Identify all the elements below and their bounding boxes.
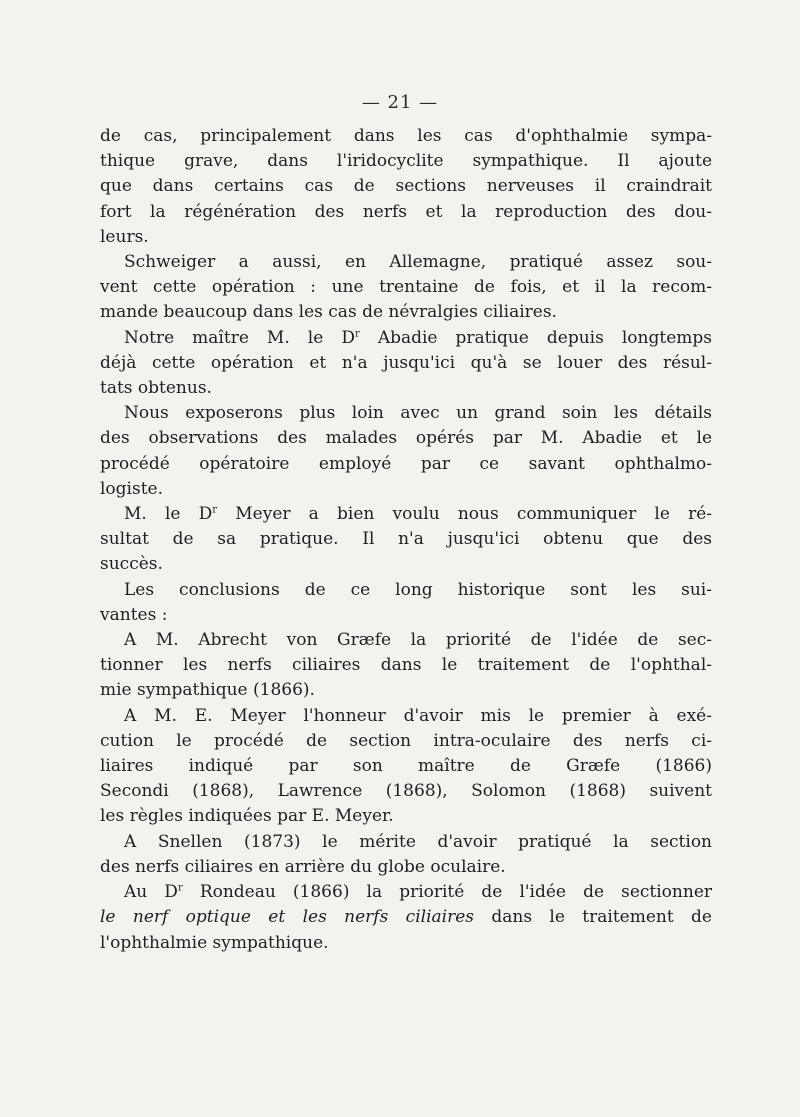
text-line: mande beaucoup dans les cas de névralgies ciliaires. <box>100 302 557 323</box>
text-line: leurs. <box>100 226 149 247</box>
paragraph-4 <box>100 401 712 502</box>
text-line: cution le procédé de section intra-oculaire des nerfs ci- <box>100 730 712 751</box>
text-line: Nous exposerons plus loin avec un grand soin les détails <box>124 403 712 424</box>
body-text <box>100 124 712 956</box>
text-line: A M. Abrecht von Græfe la priorité de l'idée de sec- <box>124 630 712 651</box>
text-line: le nerf optique et les nerfs ciliaires dans le traitement de <box>100 907 712 928</box>
text-line: M. le $D^r$ Meyer a bien voulu nous communiquer le ré- <box>124 504 713 525</box>
text-line: des observations des malades opérés par M. Abadie et le <box>100 428 712 449</box>
text-line: déjà cette opération et n'a jusqu'ici qu'à se louer des résul- <box>100 352 712 373</box>
text-line: logiste. <box>100 478 164 499</box>
text-line: les règles indiquées par E. Meyer. <box>100 806 394 827</box>
text-line: sultat de sa pratique. Il n'a jusqu'ici obtenu que des <box>100 529 712 550</box>
text-line: thique grave, dans l'iridocyclite sympathique. Il ajoute <box>100 151 712 172</box>
text-line: des nerfs ciliaires en arrière du globe oculaire. <box>100 856 506 877</box>
text-line: fort la régénération des nerfs et la reproduction des dou- <box>100 201 712 222</box>
text-line: de cas, principalement dans les cas d'ophthalmie sympa- <box>100 126 712 146</box>
text-line: Au $D^r$ Rondeau (1866) la priorité de l'idée de sectionner <box>124 882 713 903</box>
paragraph-5 <box>100 502 712 578</box>
paragraph-3 <box>100 326 712 402</box>
text-line: Secondi (1868), Lawrence (1868), Solomon (1868) suivent <box>100 781 712 802</box>
text-line: A M. E. Meyer l'honneur d'avoir mis le premier à exé- <box>124 705 712 726</box>
paragraph-9 <box>100 830 712 880</box>
paragraph-10 <box>100 880 712 956</box>
paragraph-2 <box>100 250 712 326</box>
text-line: tats obtenus. <box>100 378 212 399</box>
paragraph-7 <box>100 628 712 704</box>
text-line: vantes : <box>100 604 168 625</box>
text-line: Notre maître M. le $D^r$ Abadie pratique depuis longtemps <box>124 327 712 348</box>
text-line: mie sympathique (1866). <box>100 680 315 701</box>
text-line: tionner les nerfs ciliaires dans le traitement de l'ophthal- <box>100 655 712 676</box>
text-line: vent cette opération : une trentaine de fois, et il la recom- <box>100 277 712 298</box>
text-line: succès. <box>100 554 163 575</box>
text-line: l'ophthalmie sympathique. <box>100 932 329 953</box>
text-line: Schweiger a aussi, en Allemagne, pratiqué assez sou- <box>124 252 712 273</box>
text-line: A Snellen (1873) le mérite d'avoir pratiqué la section <box>124 831 712 852</box>
paragraph-8 <box>100 704 712 830</box>
text-line: procédé opératoire employé par ce savant ophthalmo- <box>100 453 712 474</box>
text-line: liaires indiqué par son maître de Græfe (1866) <box>100 756 712 777</box>
text-line: Les conclusions de ce long historique sont les sui- <box>124 579 712 600</box>
text-line: que dans certains cas de sections nerveuses il craindrait <box>100 176 712 197</box>
italic-phrase: le nerf optique et les nerfs ciliaires <box>100 907 474 928</box>
paragraph-6 <box>100 578 712 628</box>
paragraph-1 <box>100 124 712 250</box>
page-number: — 21 — <box>361 92 439 113</box>
